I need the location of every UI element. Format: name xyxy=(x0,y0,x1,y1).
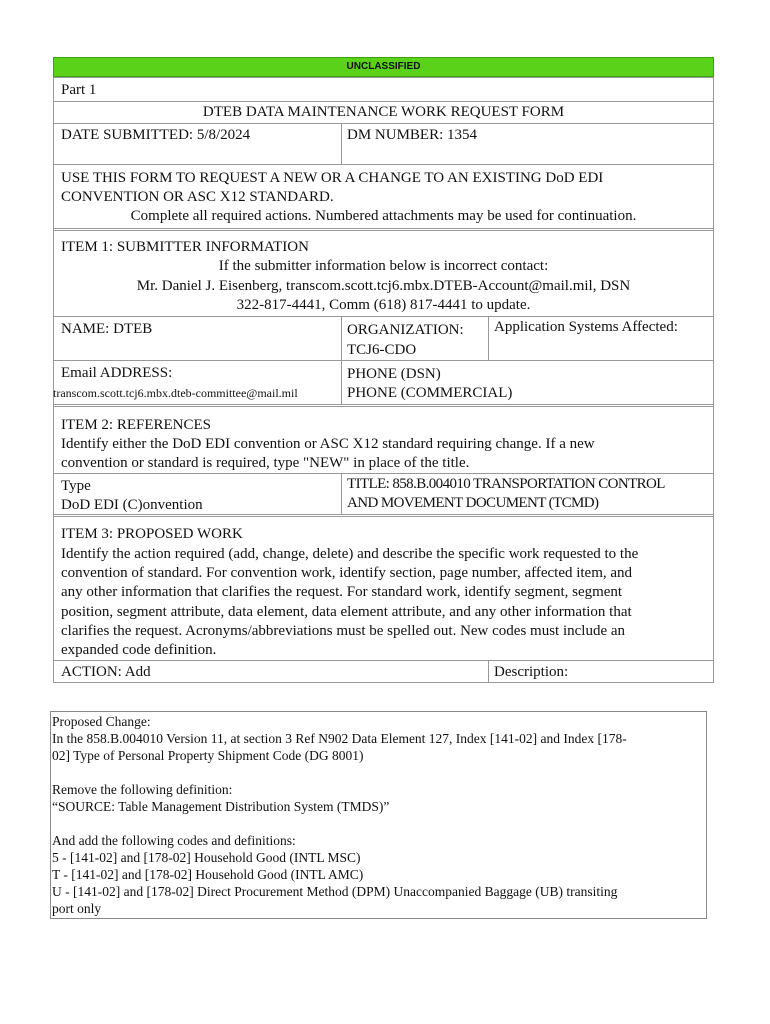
item3-description: any other information that clarifies the request. For standard work, identify segment, segment xyxy=(61,584,623,600)
divider xyxy=(53,101,714,102)
item2-description: convention or standard is required, type "NEW" in place of the title. xyxy=(61,455,470,471)
proposed-line: U - [141-02] and [178-02] Direct Procurement Method (DPM) Unaccompanied Baggage (UB) transiting xyxy=(52,884,618,899)
dm-number: DM NUMBER: 1354 xyxy=(347,127,478,143)
item2-heading: ITEM 2: REFERENCES xyxy=(61,417,212,433)
proposed-line: 02] Type of Personal Property Shipment Code (DG 8001) xyxy=(52,748,364,763)
type-value: DoD EDI (C)onvention xyxy=(61,497,203,513)
proposed-line: “SOURCE: Table Management Distribution System (TMDS)” xyxy=(52,799,390,814)
organization-label: ORGANIZATION: xyxy=(347,322,464,338)
proposed-line: port only xyxy=(52,901,102,916)
item1-heading: ITEM 1: SUBMITTER INFORMATION xyxy=(61,239,309,255)
instructions-line: Complete all required actions. Numbered attachments may be used for continuation. xyxy=(130,208,637,224)
type-label: Type xyxy=(61,478,91,494)
divider xyxy=(53,473,714,474)
divider xyxy=(488,316,489,360)
description-label: Description: xyxy=(494,664,569,680)
section-divider xyxy=(53,404,714,407)
divider xyxy=(53,660,714,661)
item3-description: Identify the action required (add, change, delete) and describe the specific work requested to the xyxy=(61,546,639,562)
reference-title: AND MOVEMENT DOCUMENT (TCMD) xyxy=(347,495,599,511)
proposed-line: And add the following codes and definitions: xyxy=(52,833,296,848)
item2-description: Identify either the DoD EDI convention or ASC X12 standard requiring change. If a new xyxy=(61,436,595,452)
item1-note: If the submitter information below is incorrect contact: xyxy=(218,258,549,274)
divider xyxy=(53,123,714,124)
submitter-name: NAME: DTEB xyxy=(61,321,153,337)
divider xyxy=(53,360,714,361)
phone-commercial: PHONE (COMMERCIAL) xyxy=(347,385,513,401)
divider xyxy=(341,123,342,164)
item3-heading: ITEM 3: PROPOSED WORK xyxy=(61,526,243,542)
reference-title: TITLE: 858.B.004010 TRANSPORTATION CONTROL xyxy=(347,476,665,492)
proposed-line: Proposed Change: xyxy=(52,714,151,729)
item3-description: clarifies the request. Acronyms/abbreviations must be spelled out. New codes must include an xyxy=(61,623,626,639)
item1-note: 322-817-4441, Comm (618) 817-4441 to update. xyxy=(236,297,531,313)
section-divider xyxy=(53,228,714,231)
organization-value: TCJ6-CDO xyxy=(347,342,417,358)
item3-description: position, segment attribute, data element, data element attribute, and any other information that xyxy=(61,604,632,620)
instructions-line: USE THIS FORM TO REQUEST A NEW OR A CHANGE TO AN EXISTING DoD EDI xyxy=(61,170,604,186)
email-value: transcom.scott.tcj6.mbx.dteb-committee@mail.mil xyxy=(53,386,298,400)
divider xyxy=(488,660,489,683)
divider xyxy=(341,316,342,404)
form-title: DTEB DATA MAINTENANCE WORK REQUEST FORM xyxy=(202,104,565,120)
divider xyxy=(53,316,714,317)
date-submitted: DATE SUBMITTED: 5/8/2024 xyxy=(61,127,251,143)
classification-banner: UNCLASSIFIED xyxy=(53,57,714,77)
item3-description: convention of standard. For convention work, identify section, page number, affected item, and xyxy=(61,565,633,581)
proposed-line: In the 858.B.004010 Version 11, at section 3 Ref N902 Data Element 127, Index [141-02] and Index [178- xyxy=(52,731,627,746)
action-value: ACTION: Add xyxy=(61,664,151,680)
part-label: Part 1 xyxy=(61,82,97,98)
proposed-line: 5 - [141-02] and [178-02] Household Good (INTL MSC) xyxy=(52,850,361,865)
item3-description: expanded code definition. xyxy=(61,642,217,658)
divider xyxy=(53,164,714,165)
instructions-line: CONVENTION OR ASC X12 STANDARD. xyxy=(61,189,334,205)
proposed-line: Remove the following definition: xyxy=(52,782,233,797)
application-systems-affected: Application Systems Affected: xyxy=(494,319,678,335)
email-label: Email ADDRESS: xyxy=(61,365,173,381)
item1-note: Mr. Daniel J. Eisenberg, transcom.scott.tcj6.mbx.DTEB-Account@mail.mil, DSN xyxy=(136,278,631,294)
proposed-line: T - [141-02] and [178-02] Household Good (INTL AMC) xyxy=(52,867,364,882)
phone-dsn: PHONE (DSN) xyxy=(347,366,441,382)
divider xyxy=(341,473,342,514)
